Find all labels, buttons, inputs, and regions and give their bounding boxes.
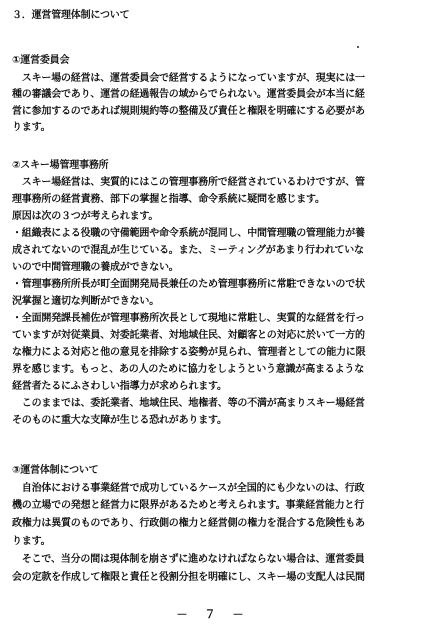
subsection-heading-operating-system: ③運営体制について	[12, 465, 99, 476]
paragraph-line: 理事務所の経営責務、部下の掌握と指導、命令系統に疑問を感じます。	[12, 194, 325, 205]
paragraph-line: 種の審議会であり、運営の経過報告の域からでられない。運営委員会が本当に経	[12, 89, 365, 100]
paragraph-line: 成されてないので混乱が生じている。また、ミーティングがあまり行われていな	[12, 245, 364, 256]
paragraph-line: 原因は次の３つが考えられます。	[12, 211, 159, 222]
page-number: － ７ －	[176, 608, 247, 621]
paragraph-line: 営に参加するのであれば規則規約等の整備及び責任と権限を明確にする必要があ	[12, 106, 365, 117]
paragraph-line: 況掌握と適切な判断ができない。	[12, 296, 159, 307]
paragraph-line: ります。	[12, 536, 51, 547]
paragraph-line: スキー場経営は、実質的にはこの管理事務所で経営されているわけですが、管	[12, 177, 365, 188]
paragraph-line: 界を感じます。もっと、あの人のために協力をしようという意識が高まるような	[12, 364, 364, 375]
paragraph-line: 政権力は異質のものであり、行政側の権力と経営側の権力を混合する危険性もあ	[12, 518, 365, 529]
section-title: ３．運営管理体制について	[12, 10, 130, 21]
paragraph-line: 会の定款を作成して権限と責任と役割分担を明確にし、スキー場の支配人は民間	[12, 572, 365, 583]
paragraph-line: そこで、当分の間は現体制を崩さずに進めなければならない場合は、運営委員	[12, 554, 365, 565]
paragraph-line: ・全面開発課長補佐が管理事務所次長として現地に常駐し、実質的な経営を行っ	[12, 313, 365, 324]
paragraph-line: な権力による対応と他の意見を排除する姿勢が見られ、管理者としての能力に限	[12, 347, 366, 358]
paragraph-line: スキー場の経営は、運営委員会で経営するようになっていますが、現実には一	[12, 73, 365, 84]
paragraph-line: ・組織表による役職の守備範囲や命令系統が混同し、中間管理職の管理能力が養	[12, 228, 365, 239]
paragraph-line: ていますが対従業員、対委託業者、対地域住民、対顧客との対応に於いて一方的	[12, 330, 365, 341]
paragraph-line: 機の立場での発想と経営力に限界があるためと考えられます。事業経営能力と行	[12, 500, 364, 511]
stray-dot	[357, 46, 359, 48]
paragraph-line: いので中間管理職の養成ができない。	[12, 262, 179, 273]
paragraph-line: そのものに重大な支障が生じる恐れがあります。	[12, 415, 227, 426]
paragraph-line: ります。	[12, 122, 51, 133]
paragraph-line: ・管理事務所所長が町全面開発局長兼任のため管理事務所に常駐できないので状	[12, 279, 365, 290]
subsection-heading-operating-committee: ①運営委員会	[12, 55, 70, 66]
paragraph-line: 経営者たるにふさわしい指導力が求められます。	[12, 381, 227, 392]
paragraph-line: 自治体における事業経営で成功しているケースが全国的にも少ないのは、行政	[12, 483, 365, 494]
paragraph-line: このままでは、委託業者、地域住民、地権者、等の不満が高まりスキー場経営	[12, 398, 365, 409]
subsection-heading-ski-office: ②スキー場管理事務所	[12, 160, 109, 171]
